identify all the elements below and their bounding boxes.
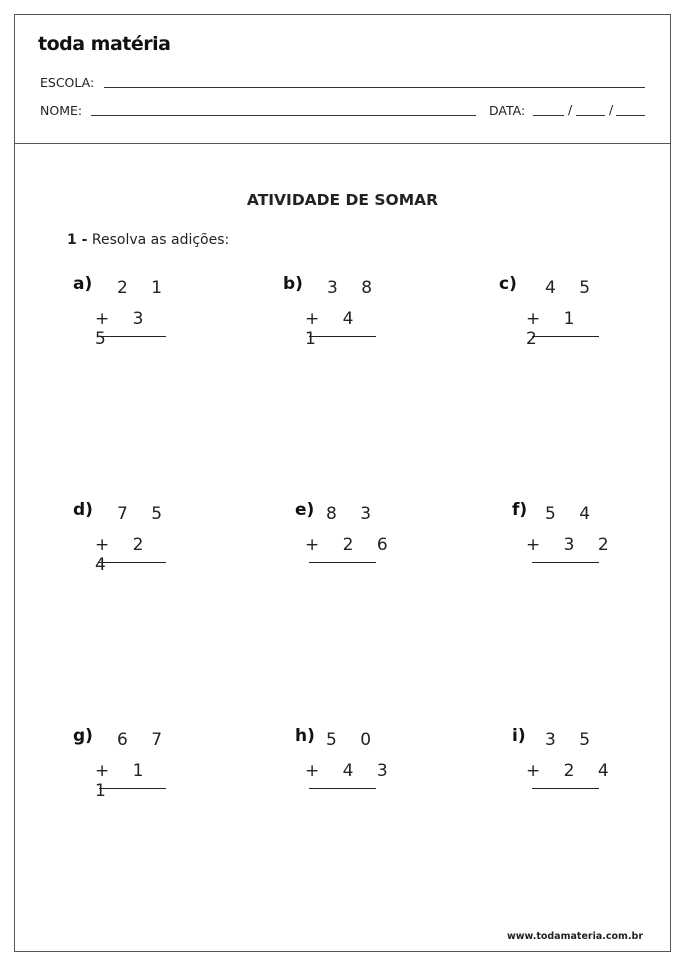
answer-line[interactable] bbox=[532, 562, 599, 563]
addend-top: 7 5 bbox=[117, 504, 172, 524]
worksheet-border bbox=[14, 14, 671, 952]
date-month-line[interactable] bbox=[576, 115, 605, 116]
instruction-text: Resolva as adições: bbox=[91, 232, 230, 248]
addend-bottom: + 1 1 bbox=[95, 761, 153, 801]
problem-d bbox=[73, 500, 183, 575]
answer-line[interactable] bbox=[309, 788, 376, 789]
logo: toda matéria bbox=[38, 33, 171, 55]
addend-bottom: + 4 3 bbox=[305, 761, 397, 781]
addend-bottom: + 3 2 bbox=[526, 535, 618, 555]
addend-bottom: + 2 4 bbox=[95, 535, 153, 575]
answer-line[interactable] bbox=[99, 336, 166, 337]
problem-i bbox=[512, 726, 622, 800]
problem-f bbox=[512, 500, 622, 574]
answer-line[interactable] bbox=[532, 788, 599, 789]
problem-letter: i) bbox=[512, 726, 526, 746]
problem-h bbox=[295, 726, 405, 800]
addend-top: 5 4 bbox=[545, 504, 600, 524]
school-field-line[interactable] bbox=[104, 87, 645, 88]
page-title: ATIVIDADE DE SOMAR bbox=[246, 191, 439, 209]
footer-url: www.todamateria.com.br bbox=[506, 931, 643, 942]
addend-top: 2 1 bbox=[117, 278, 172, 298]
answer-line[interactable] bbox=[99, 788, 166, 789]
school-label: ESCOLA: bbox=[40, 75, 95, 90]
name-label: NOME: bbox=[40, 103, 83, 118]
addend-top: 3 5 bbox=[545, 730, 600, 750]
addend-top: 6 7 bbox=[117, 730, 172, 750]
addend-bottom: + 2 6 bbox=[305, 535, 397, 555]
problem-letter: g) bbox=[73, 726, 93, 746]
problem-g bbox=[73, 726, 183, 801]
date-label: DATA: bbox=[489, 103, 526, 118]
addend-bottom: + 2 4 bbox=[526, 761, 618, 781]
addend-bottom: + 4 1 bbox=[305, 309, 363, 349]
addend-bottom: + 3 5 bbox=[95, 309, 153, 349]
problem-letter: c) bbox=[499, 274, 517, 294]
date-separator: / bbox=[568, 102, 573, 117]
problem-letter: e) bbox=[295, 500, 315, 520]
instruction bbox=[67, 232, 229, 248]
problem-letter: a) bbox=[73, 274, 93, 294]
problem-a bbox=[73, 274, 183, 349]
addend-bottom: + 1 2 bbox=[526, 309, 584, 349]
answer-line[interactable] bbox=[309, 562, 376, 563]
problem-letter: d) bbox=[73, 500, 93, 520]
date-year-line[interactable] bbox=[616, 115, 645, 116]
problem-c bbox=[499, 274, 609, 349]
header-divider bbox=[14, 143, 671, 144]
addend-top: 8 3 bbox=[326, 504, 381, 524]
addend-top: 3 8 bbox=[327, 278, 382, 298]
problem-b bbox=[283, 274, 393, 349]
date-day-line[interactable] bbox=[533, 115, 564, 116]
answer-line[interactable] bbox=[309, 336, 376, 337]
instruction-number: 1 - bbox=[67, 232, 88, 248]
addend-top: 5 0 bbox=[326, 730, 381, 750]
name-field-line[interactable] bbox=[91, 115, 476, 116]
date-separator: / bbox=[609, 102, 614, 117]
answer-line[interactable] bbox=[532, 336, 599, 337]
answer-line[interactable] bbox=[99, 562, 166, 563]
problem-e bbox=[295, 500, 405, 574]
addend-top: 4 5 bbox=[545, 278, 600, 298]
problem-letter: h) bbox=[295, 726, 315, 746]
problem-letter: f) bbox=[512, 500, 528, 520]
problem-letter: b) bbox=[283, 274, 303, 294]
